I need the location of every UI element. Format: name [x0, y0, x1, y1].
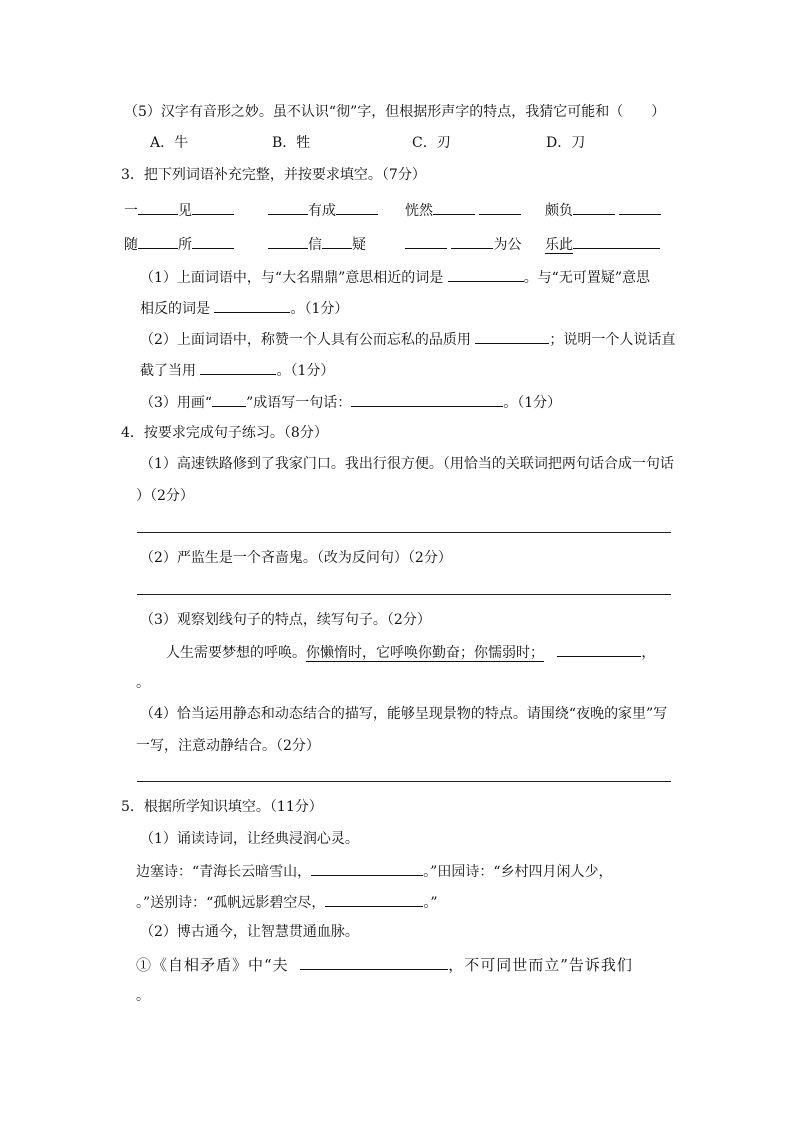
- q5-l3: [136, 954, 633, 974]
- q3-sub3-text: ”成语写一句话：: [246, 395, 352, 411]
- answer-line[interactable]: [137, 532, 671, 533]
- idiom-blank[interactable]: [192, 233, 234, 249]
- option-d[interactable]: D．刀: [546, 135, 586, 151]
- answer-blank[interactable]: [448, 266, 524, 282]
- idiom-char: 为公: [493, 237, 522, 253]
- answer-blank[interactable]: [200, 359, 276, 375]
- option-a[interactable]: A．牛: [150, 135, 189, 151]
- sentence-lead: 人生需要梦想的呼唤。: [166, 645, 306, 661]
- idiom-blank[interactable]: [268, 199, 308, 215]
- answer-line[interactable]: [137, 594, 671, 595]
- idiom-2-4: [545, 233, 660, 253]
- q3-sub2-text: 截了当用: [140, 363, 196, 379]
- q5-s1: （1）诵读诗词，让经典浸润心灵。: [140, 831, 359, 847]
- q4-s3-end: 。: [136, 675, 150, 691]
- q3-sub2-line1: [140, 328, 675, 348]
- idiom-1-4: [545, 199, 661, 219]
- idiom-char: 颇负: [545, 203, 573, 219]
- idiom-char: 恍然: [405, 203, 433, 219]
- answer-blank[interactable]: [351, 391, 503, 407]
- idiom-blank[interactable]: [192, 199, 234, 215]
- idiom-char: 乐此: [545, 237, 573, 253]
- q3-sub1-text: （1）上面词语中，与“大名鼎鼎”意思相近的词是: [140, 270, 444, 286]
- idiom-char: 疑: [352, 237, 366, 253]
- idiom-char: 随: [124, 237, 138, 253]
- q3-sub1-line1: [140, 266, 650, 286]
- q3-title: 3．把下列词语补充完整，并按要求填空。（7分）: [121, 167, 426, 183]
- q3-sub3-text: 。（1分）: [503, 395, 562, 411]
- q4-s2: （2）严监生是一个吝啬鬼。（改为反问句）（2分）: [140, 550, 452, 566]
- idiom-char: 见: [178, 203, 192, 219]
- classic-text: ①《自相矛盾》中“夫: [136, 956, 289, 974]
- answer-blank[interactable]: [475, 328, 549, 344]
- q4-s4-line1: （4）恰当运用静态和动态结合的描写，能够呈现景物的特点。请围绕“夜晚的家里”写: [140, 706, 668, 722]
- idiom-char: 一: [124, 203, 138, 219]
- idiom-2-3: [405, 233, 521, 253]
- q4-s1-line1: （1）高速铁路修到了我家门口。我出行很方便。（用恰当的关联词把两句话合成一句话: [140, 456, 674, 472]
- q3-sub3-text: （3）用画“: [140, 395, 213, 411]
- q5-l4: 。: [136, 988, 150, 1004]
- idiom-char: 信: [308, 237, 322, 253]
- q4-s1-line2: ）（2分）: [136, 488, 194, 504]
- q3-sub1-text: 。与“无可置疑”意思: [523, 270, 651, 286]
- q5-poem-line2: [136, 891, 438, 911]
- q3-sub2-text: ；说明一个人说话直: [549, 332, 676, 348]
- q5-s2: （2）博古通今，让智慧贯通血脉。: [140, 924, 359, 940]
- idiom-blank[interactable]: [405, 233, 447, 249]
- idiom-1-1: [124, 199, 234, 219]
- poem-text: 。”: [423, 895, 438, 911]
- idiom-2-2: [268, 233, 366, 253]
- answer-line[interactable]: [137, 781, 671, 782]
- answer-blank[interactable]: [557, 641, 641, 657]
- option-c[interactable]: C．刃: [412, 135, 451, 151]
- q3-sub1-text: 相反的词是: [140, 301, 210, 317]
- q5-poem-line1: [136, 860, 613, 880]
- idiom-blank[interactable]: [268, 233, 308, 249]
- q4-s4-line2: 一写，注意动静结合。（2分）: [136, 738, 320, 754]
- q3-sub2-text: （2）上面词语中，称赞一个人具有公而忘私的品质用: [140, 332, 471, 348]
- idiom-blank[interactable]: [336, 199, 378, 215]
- idiom-blank[interactable]: [573, 199, 615, 215]
- idiom-1-3: [405, 199, 521, 219]
- idiom-blank[interactable]: [619, 199, 661, 215]
- q4-title: 4．按要求完成句子练习。（8分）: [121, 425, 328, 441]
- idiom-blank[interactable]: [479, 199, 521, 215]
- q3-sub2-text: 。（1分）: [276, 363, 335, 379]
- idiom-char: 所: [178, 237, 192, 253]
- idiom-blank[interactable]: [138, 233, 178, 249]
- q2-5-stem: （5）汉字有音形之妙。虽不认识“彻”字，但根据形声字的特点，我猜它可能和（ ）: [124, 104, 666, 120]
- idiom-2-1: [124, 233, 234, 253]
- idiom-1-2: [268, 199, 378, 219]
- idiom-choice-blank[interactable]: [212, 391, 246, 407]
- idiom-blank[interactable]: [573, 233, 660, 249]
- classic-text: ，不可同世而立”告诉我们: [448, 956, 633, 974]
- underlined-sentence: 你懒惰时，它呼唤你勤奋；你懦弱时；: [306, 645, 544, 661]
- option-b[interactable]: B．牲: [272, 135, 311, 151]
- poem-text: 边塞诗：“青海长云暗雪山，: [136, 864, 312, 880]
- answer-blank[interactable]: [214, 297, 290, 313]
- idiom-char: 有成: [308, 203, 336, 219]
- idiom-blank[interactable]: [451, 233, 493, 249]
- answer-blank[interactable]: [311, 860, 423, 876]
- q4-s3: （3）观察划线句子的特点，续写句子。（2分）: [140, 612, 431, 628]
- sentence-comma: ，: [641, 645, 656, 661]
- q3-sub1-line2: [140, 297, 348, 317]
- answer-blank[interactable]: [325, 891, 423, 907]
- idiom-blank[interactable]: [322, 233, 352, 249]
- q3-sub1-text: 。（1分）: [290, 301, 349, 317]
- answer-blank[interactable]: [300, 954, 448, 970]
- q3-sub2-line2: [140, 359, 334, 379]
- q5-title: 5．根据所学知识填空。（11分）: [121, 799, 323, 815]
- poem-text: 。”田园诗：“乡村四月闲人少，: [423, 864, 613, 880]
- q4-s3-sentence: [166, 641, 655, 661]
- poem-text: 。”送别诗：“孤帆远影碧空尽，: [136, 895, 326, 911]
- idiom-blank[interactable]: [138, 199, 178, 215]
- idiom-blank[interactable]: [433, 199, 475, 215]
- q3-sub3-line: [140, 391, 561, 411]
